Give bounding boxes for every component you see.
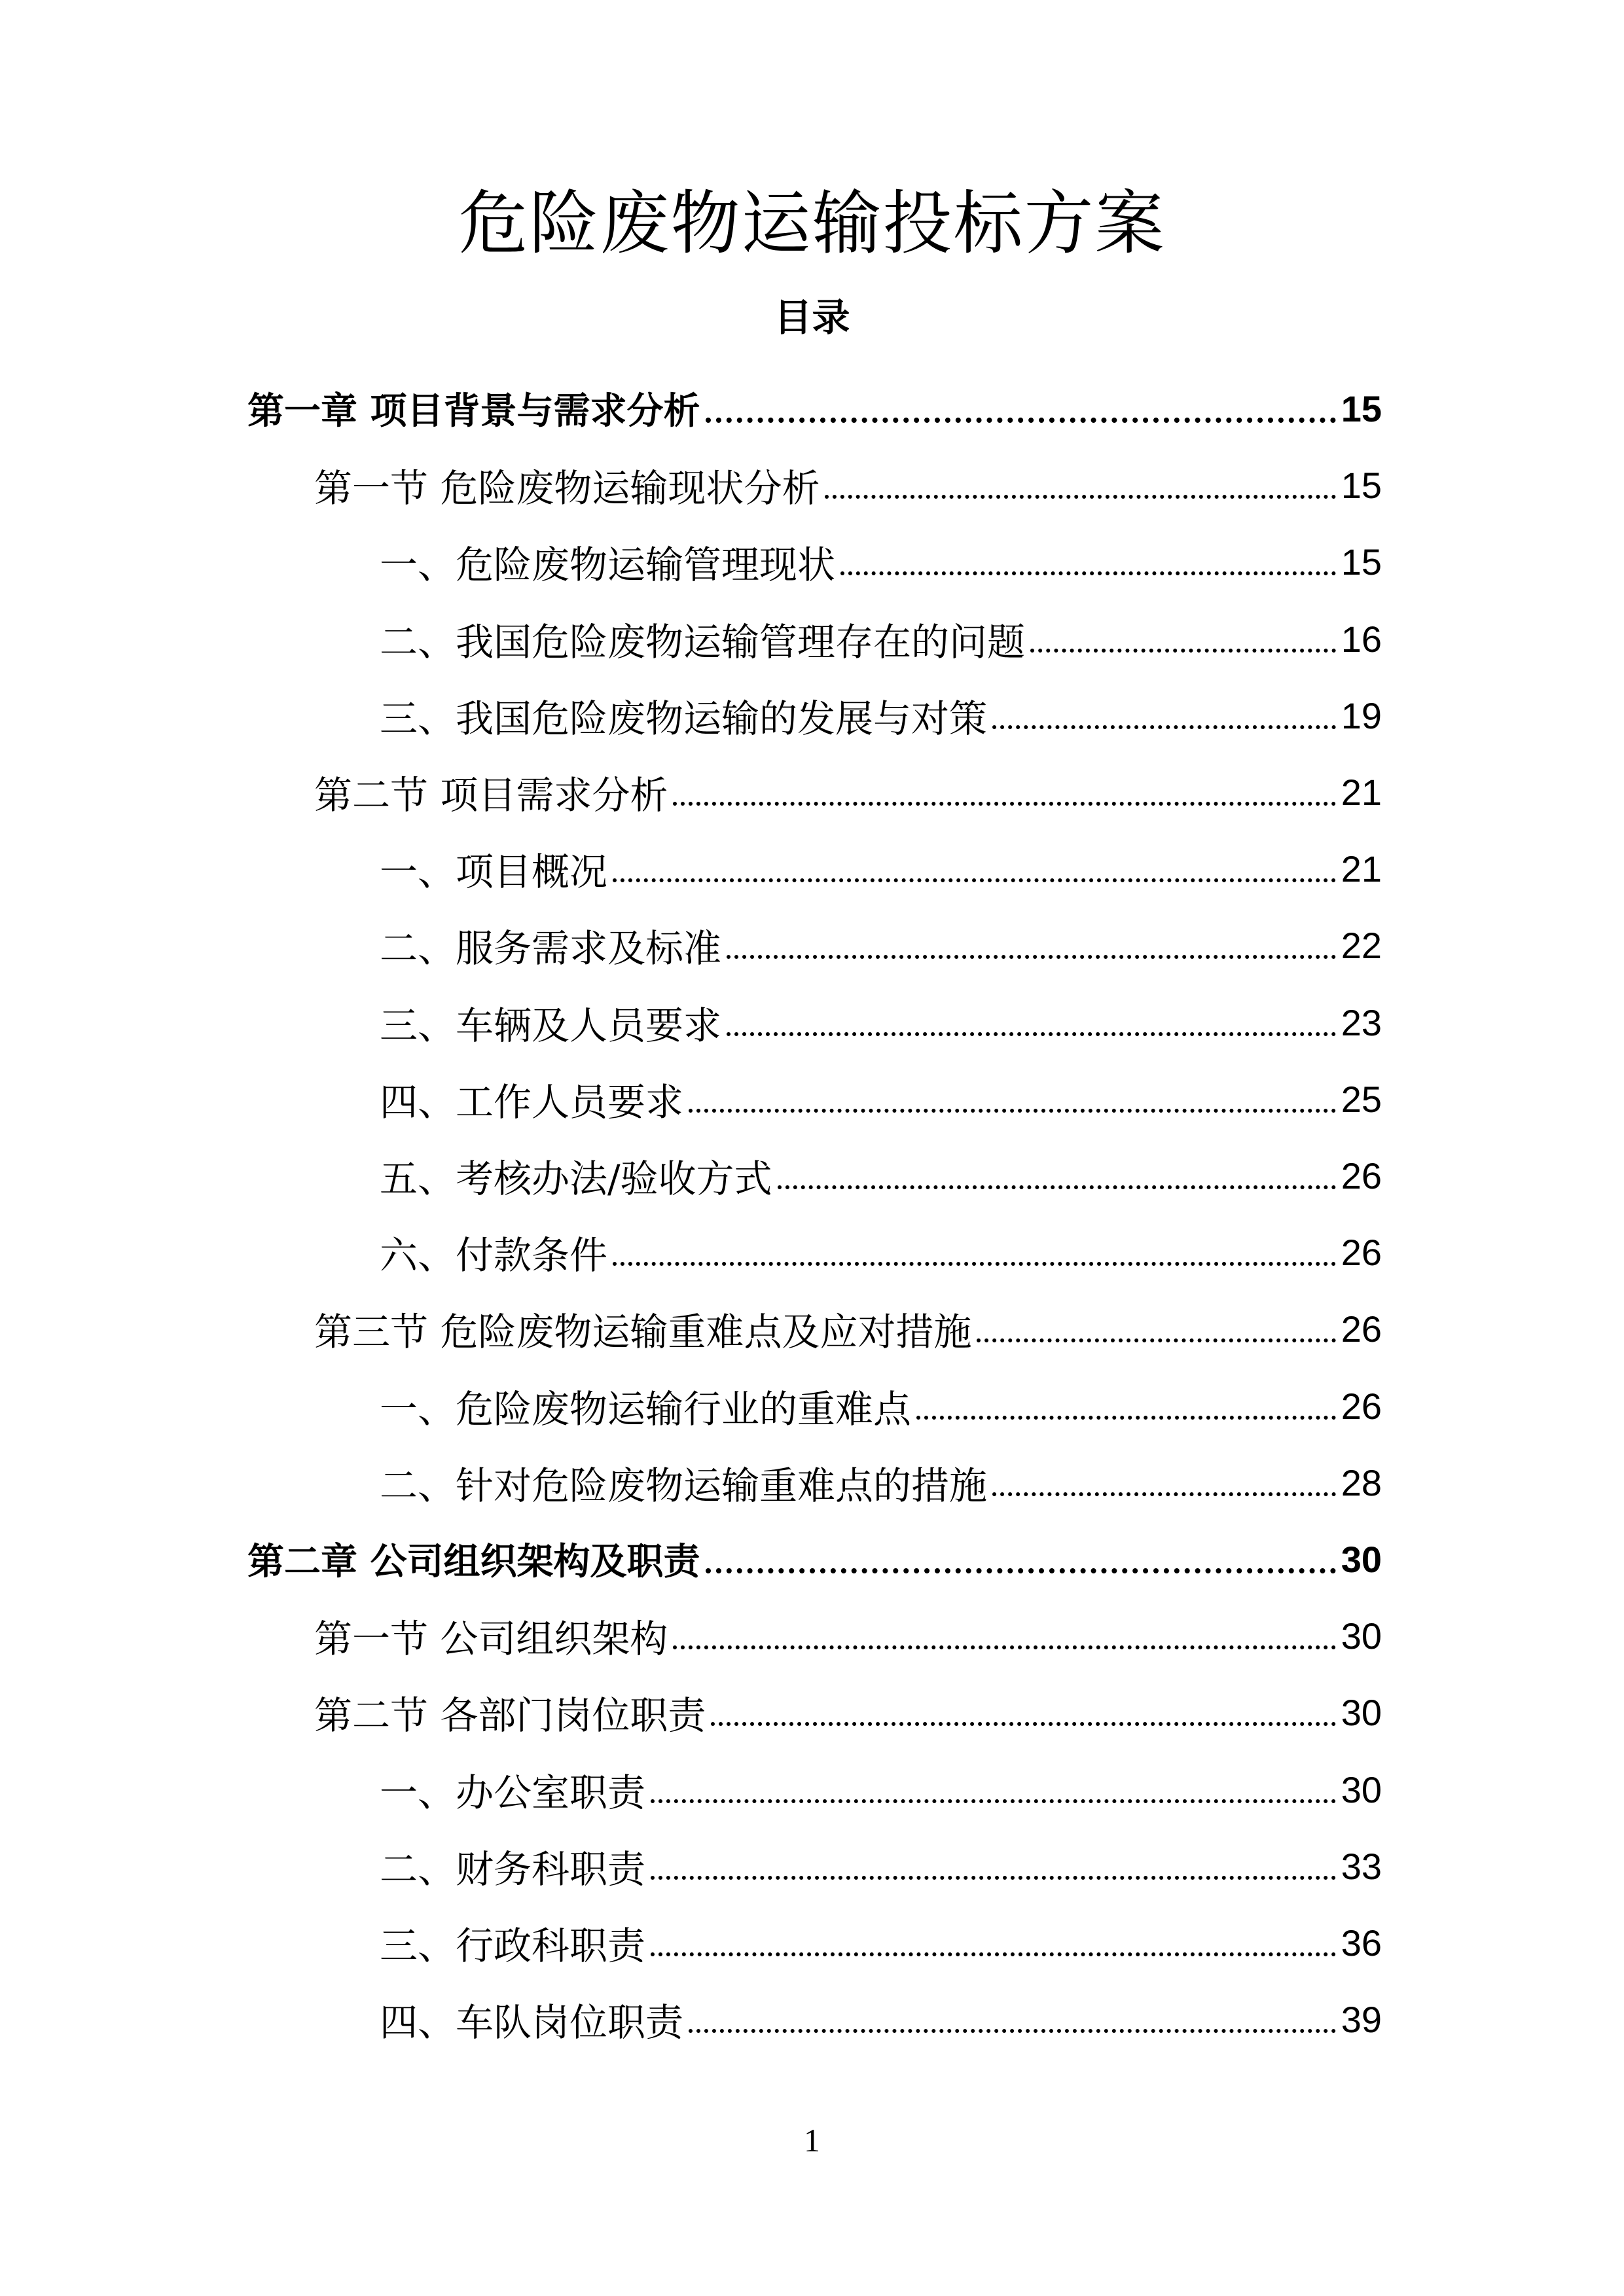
toc-dot-leader [825, 495, 1335, 499]
toc-entry-label: 一、项目概况 [380, 850, 608, 894]
toc-entry-page: 21 [1341, 771, 1382, 813]
toc-entry[interactable] [380, 1444, 1382, 1521]
toc-entry-page: 15 [1341, 464, 1382, 506]
toc-entry-page: 26 [1341, 1308, 1382, 1350]
toc-entry-label: 五、考核办法/验收方式 [380, 1157, 772, 1201]
toc-entry-label: 第二节 项目需求分析 [314, 773, 668, 817]
toc-entry[interactable] [380, 1137, 1382, 1214]
toc-entry-page: 25 [1341, 1078, 1382, 1120]
toc-dot-leader [778, 1185, 1336, 1189]
toc-entry-page: 30 [1341, 1691, 1382, 1733]
toc-entry[interactable] [380, 984, 1382, 1061]
toc-entry-page: 33 [1341, 1845, 1382, 1887]
toc-dot-leader [613, 1262, 1336, 1266]
toc-entry-page: 28 [1341, 1462, 1382, 1503]
toc-dot-leader [651, 1799, 1336, 1803]
toc-entry[interactable] [314, 1290, 1382, 1367]
toc-entry[interactable] [380, 523, 1382, 600]
toc-entry[interactable] [314, 1597, 1382, 1674]
toc-entry-page: 26 [1341, 1155, 1382, 1196]
toc-dot-leader [673, 802, 1335, 806]
toc-entry[interactable] [314, 446, 1382, 524]
toc-entry[interactable] [380, 830, 1382, 907]
toc-entry-label: 第二章 公司组织架构及职责 [247, 1541, 700, 1583]
toc-entry-label: 四、工作人员要求 [380, 1080, 684, 1124]
toc-entry[interactable] [380, 1367, 1382, 1444]
toc-entry-label: 第一章 项目背景与需求分析 [247, 390, 700, 433]
toc-dot-leader [689, 1109, 1336, 1113]
toc-heading: 目录 [774, 295, 850, 340]
toc-entry-label: 第一节 危险废物运输现状分析 [314, 466, 820, 511]
toc-entry[interactable] [380, 906, 1382, 984]
toc-dot-leader [840, 571, 1336, 575]
toc-entry-label: 第一节 公司组织架构 [314, 1617, 668, 1661]
toc-dot-leader [727, 955, 1336, 959]
toc-entry-page: 30 [1341, 1538, 1382, 1580]
toc-entry-label: 一、危险废物运输行业的重难点 [380, 1387, 912, 1431]
toc-dot-leader [706, 1568, 1336, 1573]
toc-entry[interactable] [380, 1213, 1382, 1291]
toc-entry-label: 四、车队岗位职责 [380, 2000, 684, 2045]
toc-entry[interactable] [247, 370, 1382, 447]
toc-entry-label: 第二节 各部门岗位职责 [314, 1693, 706, 1738]
toc-entry[interactable] [247, 1520, 1382, 1598]
document-title: 危险废物运输投标方案 [458, 183, 1166, 264]
toc-dot-leader [689, 2029, 1336, 2033]
toc-entry-page: 36 [1341, 1922, 1382, 1964]
toc-entry-label: 三、行政科职责 [380, 1924, 646, 1968]
toc-entry[interactable] [380, 1827, 1382, 1905]
toc-entry-label: 六、付款条件 [380, 1233, 608, 1278]
toc-entry-label: 一、办公室职责 [380, 1770, 646, 1815]
toc-entry-label: 三、车辆及人员要求 [380, 1003, 722, 1048]
toc-entry[interactable] [380, 600, 1382, 677]
toc-entry-page: 16 [1341, 618, 1382, 660]
toc-dot-leader [613, 878, 1336, 882]
toc-dot-leader [916, 1416, 1336, 1420]
toc-entry[interactable] [380, 1751, 1382, 1828]
toc-entry-label: 第三节 危险废物运输重难点及应对措施 [314, 1310, 972, 1354]
toc-dot-leader [651, 1952, 1336, 1956]
toc-entry-page: 26 [1341, 1385, 1382, 1427]
toc-entry-label: 二、财务科职责 [380, 1847, 646, 1892]
toc-dot-leader [1030, 649, 1336, 653]
toc-entry[interactable] [314, 1674, 1382, 1751]
toc-entry-label: 一、危险废物运输管理现状 [380, 543, 836, 587]
toc-entry[interactable] [314, 753, 1382, 831]
toc-entry-page: 19 [1341, 694, 1382, 736]
toc-dot-leader [977, 1338, 1335, 1342]
toc-entry-page: 22 [1341, 924, 1382, 966]
toc-entry-label: 二、服务需求及标准 [380, 926, 722, 971]
toc-entry[interactable] [380, 1981, 1382, 2058]
toc-entry[interactable] [380, 1904, 1382, 1981]
toc-dot-leader [992, 1492, 1336, 1496]
toc-entry-page: 15 [1341, 387, 1382, 429]
toc-dot-leader [706, 418, 1336, 423]
toc-dot-leader [711, 1722, 1335, 1726]
toc-entry-page: 30 [1341, 1615, 1382, 1657]
toc-entry-label: 二、针对危险废物运输重难点的措施 [380, 1463, 988, 1508]
toc-entry-label: 二、我国危险废物运输管理存在的问题 [380, 620, 1026, 664]
toc-dot-leader [992, 725, 1336, 729]
toc-dot-leader [727, 1032, 1336, 1036]
toc-entry-page: 39 [1341, 1998, 1382, 2040]
toc-entry-page: 21 [1341, 848, 1382, 889]
toc-dot-leader [651, 1876, 1336, 1880]
toc-entry[interactable] [380, 1060, 1382, 1138]
toc-entry-page: 26 [1341, 1231, 1382, 1273]
page-number: 1 [804, 2122, 820, 2159]
toc-entry-page: 23 [1341, 1001, 1382, 1043]
toc-entry-page: 30 [1341, 1768, 1382, 1810]
toc-entry-page: 15 [1341, 541, 1382, 583]
toc-dot-leader [673, 1645, 1335, 1649]
toc-entry-label: 三、我国危险废物运输的发展与对策 [380, 696, 988, 741]
toc-entry[interactable] [380, 677, 1382, 754]
